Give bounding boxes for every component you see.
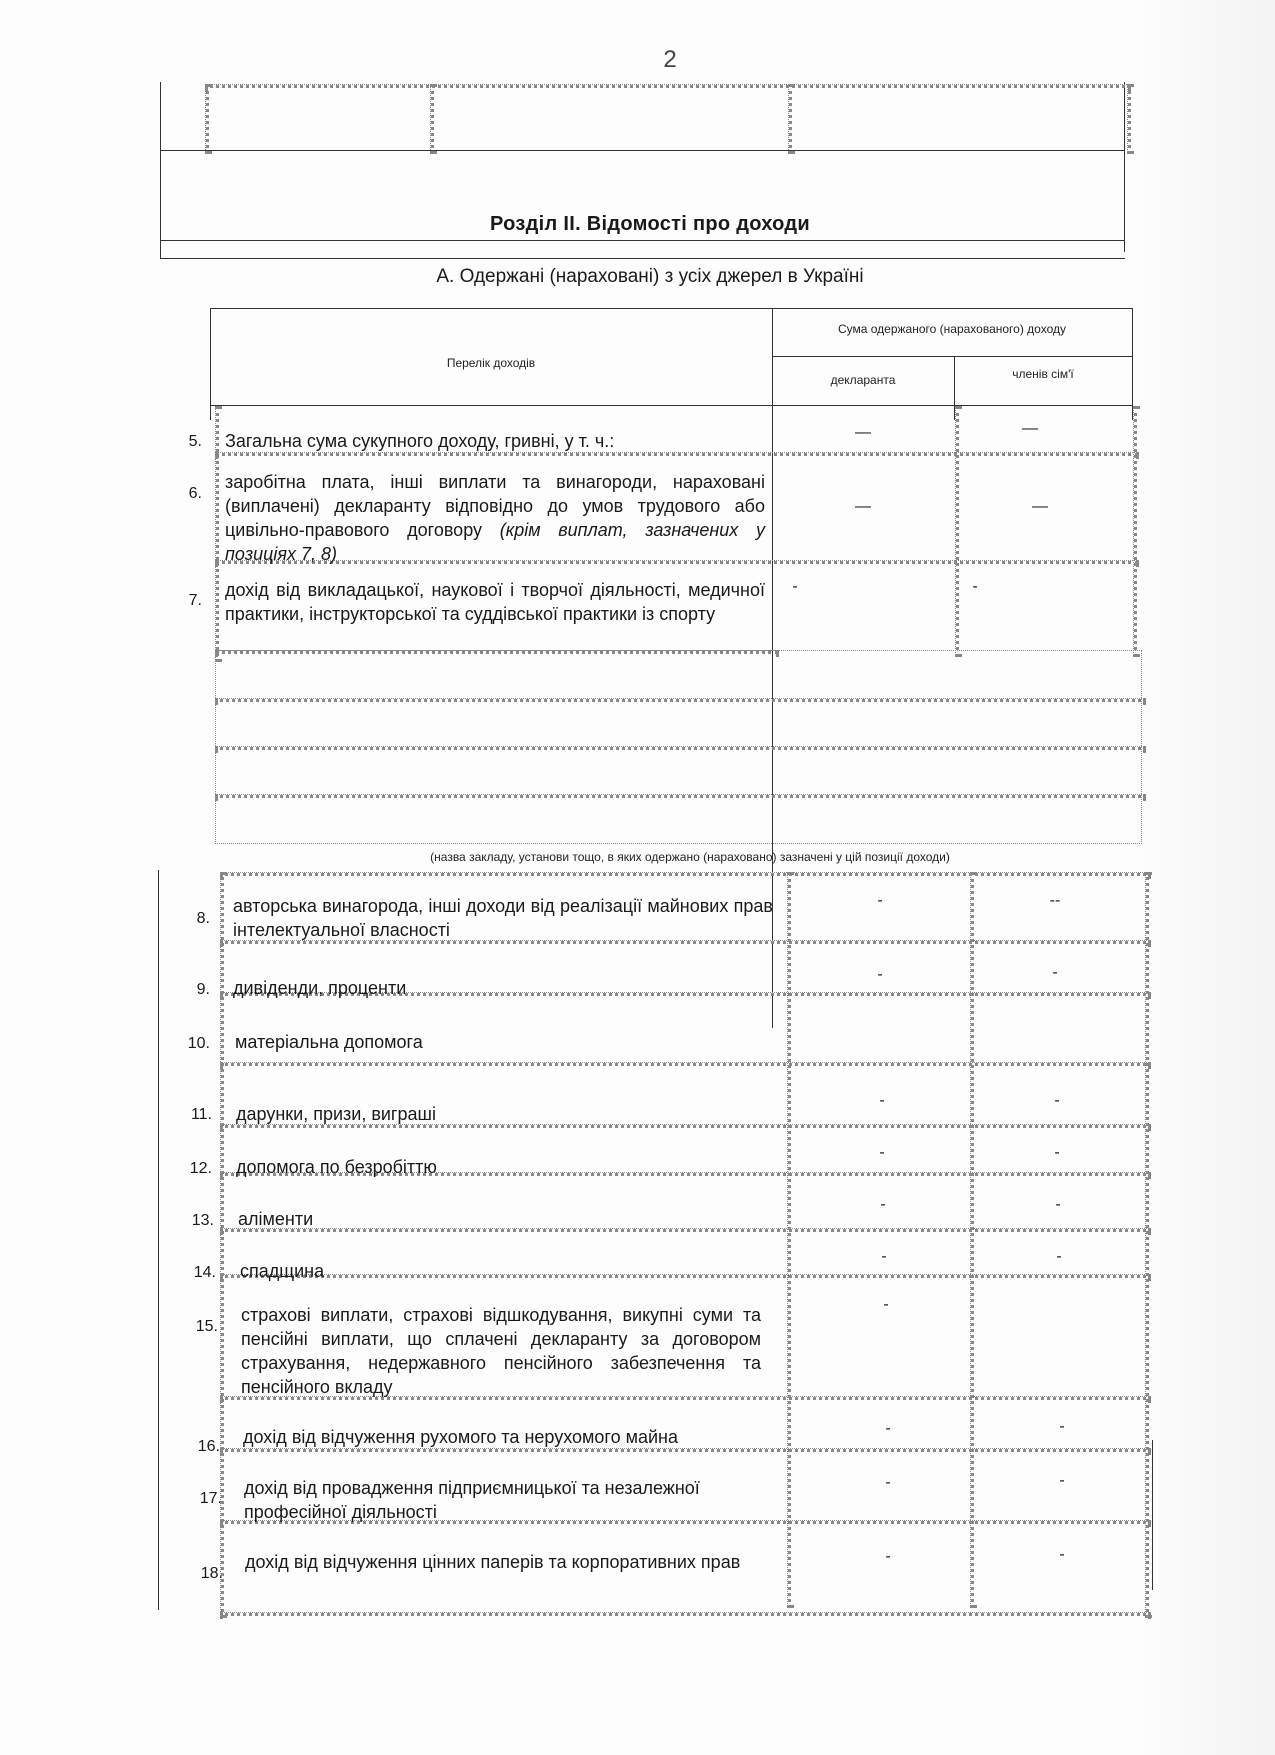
rows-outer-left (158, 870, 159, 1610)
rows-8-18-right (1145, 872, 1149, 1618)
rows-5-7-text-left (215, 406, 219, 662)
declarant-value: — (855, 498, 871, 515)
row-text: аліменти (238, 1209, 314, 1229)
family-value: - (972, 578, 978, 595)
row-num: 15. (195, 1318, 218, 1335)
family-value: - (1059, 1418, 1065, 1435)
declarant-value: - (877, 966, 883, 983)
header-family: членів сім'ї (1012, 367, 1074, 381)
top-table-bottom-line (160, 150, 1125, 151)
header-income-list: Перелік доходів (446, 356, 536, 370)
row-text: дарунки, призи, виграші (236, 1104, 436, 1124)
row-num: 18. (200, 1565, 223, 1582)
section-title: Розділ ІІ. Відомості про доходи (490, 213, 810, 235)
row-num: 14. (193, 1264, 216, 1281)
rows-5-7-col-declarant (955, 406, 959, 657)
row-num: 6. (188, 485, 202, 502)
row-text: матеріальна допомога (235, 1032, 423, 1052)
declarant-value: — (855, 424, 871, 441)
rows-8-18-col-declarant-end (970, 872, 974, 1608)
top-table-col-2 (788, 84, 792, 154)
section-title-underline (160, 240, 1125, 241)
row-text: страхові виплати, страхові відшкодування, викупні суми та пенсійні виплати, що сплачені декларанту за договором страхування, недержавного пенсійного забезпечення та пенсійного вкладу (241, 1305, 761, 1397)
row-num: 5. (188, 433, 202, 450)
section-frame-left (160, 150, 161, 258)
row-num: 17. (199, 1490, 222, 1507)
declarant-value: - (885, 1548, 891, 1565)
institution-line-3 (215, 794, 1146, 798)
row-text: дохід від провадження підприємницької та незалежної професійної діяльності (244, 1478, 700, 1522)
row-text: дохід від відчуження рухомого та нерухомого майна (243, 1427, 678, 1447)
declarant-value: - (885, 1474, 891, 1491)
row-text (225, 470, 765, 566)
rows-8-18-top (220, 872, 1151, 876)
row-num: 8. (196, 910, 210, 927)
row-num: 11. (190, 1106, 212, 1123)
declarant-value: - (881, 1248, 887, 1265)
row-text: Загальна сума сукупного доходу, гривні, у т. ч.: (225, 431, 615, 451)
rows-outer-right (1152, 1440, 1153, 1590)
declarant-value: - (883, 1296, 889, 1313)
row-num: 13. (191, 1212, 214, 1229)
top-table-inner-left (205, 84, 209, 154)
row-num: 16. (197, 1438, 220, 1455)
institution-caption: (назва закладу, установи тощо, в яких одержано (нараховано) зазначені у цій позиції доходи) (430, 850, 950, 864)
family-value: -- (1049, 892, 1061, 909)
row-10-bottom (220, 1062, 1151, 1066)
institution-line-2 (215, 746, 1146, 750)
family-value: - (1052, 964, 1058, 981)
declarant-value: - (879, 1144, 885, 1161)
row-text: допомога по безробіттю (236, 1157, 437, 1177)
declarant-value: - (885, 1420, 891, 1437)
top-table-outer-left (160, 82, 161, 152)
row-num: 9. (196, 981, 210, 998)
family-value: - (1055, 1196, 1061, 1213)
row-text: дохід від відчуження цінних паперів та корпоративних прав (245, 1552, 741, 1572)
header-bottom (210, 405, 1132, 406)
declarant-value: - (877, 892, 883, 909)
row-18-bottom (220, 1612, 1151, 1616)
family-value: - (1054, 1144, 1060, 1161)
row-num: 7. (188, 592, 202, 609)
declarant-value: - (792, 578, 798, 595)
page-number: 2 (663, 46, 677, 73)
header-right (1132, 308, 1133, 420)
family-value: - (1054, 1092, 1060, 1109)
header-sum-underline (772, 356, 1132, 357)
family-value: - (1059, 1546, 1065, 1563)
family-value: - (1059, 1472, 1065, 1489)
institution-line-1 (215, 698, 1146, 702)
row-text: спадщина (240, 1261, 325, 1281)
row-text: авторська винагорода, інші доходи від реалізації майнових прав інтелектуальної власності (233, 896, 773, 940)
row-text-italic: (крім виплат, зазначених у позиціях 7, 8) (225, 520, 765, 564)
family-value: - (1056, 1248, 1062, 1265)
header-declarant: декларанта (830, 373, 896, 387)
header-top (210, 308, 1132, 309)
subsection-title: А. Одержані (нараховані) з усіх джерел в Україні (436, 266, 864, 287)
row-text: дохід від викладацької, наукової і творчої діяльності, медичної практики, інструкторської та суддівської практики із спорту (225, 580, 765, 624)
rows-5-7-right (1133, 406, 1137, 657)
row-text: дивіденди, проценти (233, 978, 407, 998)
row-text-main: заробітна плата, інші виплати та винагороди, нараховані (виплачені) декларанту відповідно до умов трудового або цивільно-правового договору (225, 472, 765, 540)
family-value: — (1022, 420, 1038, 437)
row-num: 10. (187, 1035, 210, 1052)
declarant-value: - (880, 1196, 886, 1213)
declarant-value: - (879, 1092, 885, 1109)
top-table-col-1 (430, 84, 434, 154)
header-sum: Сума одержаного (нарахованого) доходу (837, 322, 1066, 336)
rows-8-18-col-text-end (787, 872, 791, 1608)
family-value: — (1032, 498, 1048, 515)
row-num: 12. (189, 1160, 212, 1177)
top-table-col-3 (1127, 84, 1131, 154)
subsection-rule (160, 258, 1125, 259)
page-edge-shadow (1135, 0, 1275, 1755)
top-table-top-line (205, 84, 1131, 88)
